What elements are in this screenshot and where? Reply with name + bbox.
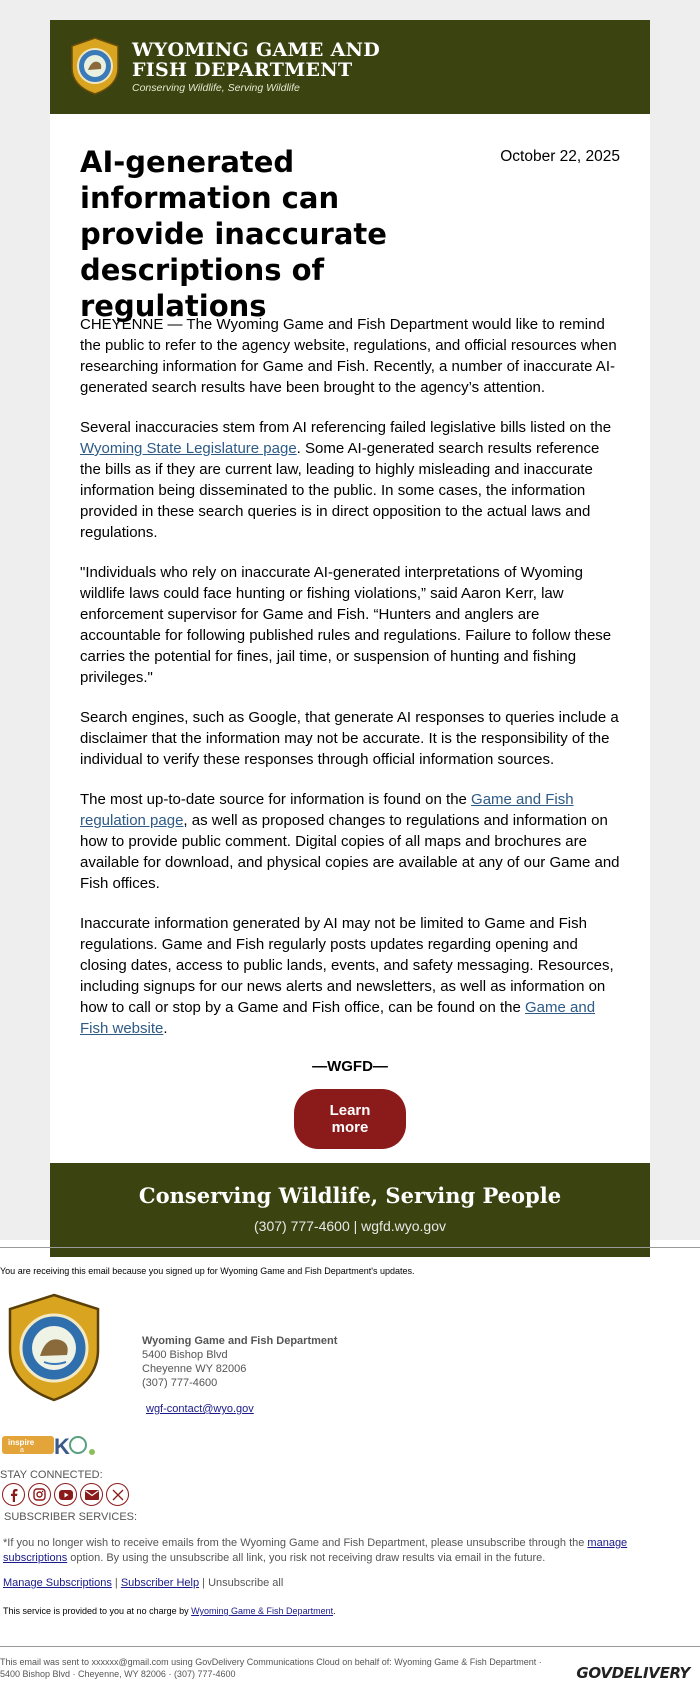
article-title: AI-generated information can provide inaccurate descriptions of regulations	[80, 145, 387, 323]
org-name: Wyoming Game and Fish Department	[142, 1335, 338, 1347]
subscription-notice: You are receiving this email because you signed up for Wyoming Game and Fish Department's updates.	[0, 1266, 415, 1276]
legislature-link[interactable]: Wyoming State Legislature page	[80, 440, 297, 457]
paragraph-2	[80, 417, 620, 543]
divider	[0, 1247, 700, 1248]
article-content	[50, 114, 650, 1163]
govdelivery-logo[interactable]: GOVDELIVERY	[576, 1664, 690, 1682]
wgfd-service-link[interactable]: Wyoming Game & Fish Department	[191, 1606, 334, 1616]
service-text-a: This service is provided to you at no charge by	[3, 1606, 192, 1616]
address-street: 5400 Bishop Blvd	[142, 1349, 228, 1361]
sent-to-note: This email was sent to xxxxxx@gmail.com using GovDelivery Communications Cloud on behalf of: Wyoming Game & Fish Department · 5400 Bishop Blvd · Cheyenne, WY 82006 · (307) 777-4600	[0, 1657, 542, 1679]
address-city: Cheyenne WY 82006	[142, 1363, 247, 1375]
unsubscribe-text-b: option. By using the unsubscribe all link, you risk not receiving draw results via email in the future.	[67, 1552, 546, 1564]
facebook-icon[interactable]	[2, 1483, 25, 1506]
svg-text:a: a	[20, 1447, 24, 1454]
header-title-line2: FISH DEPARTMENT	[132, 59, 353, 81]
header-title	[132, 40, 380, 80]
subscriber-help-link[interactable]: Subscriber Help	[120, 1577, 200, 1589]
stay-connected-label: STAY CONNECTED:	[0, 1469, 103, 1481]
svg-text:K: K	[54, 1434, 70, 1459]
manage-subscriptions-link[interactable]: Manage Subscriptions	[3, 1577, 112, 1589]
link-separator-1: |	[111, 1577, 121, 1589]
button-wrap	[80, 1089, 620, 1149]
header-title-line1: WYOMING GAME AND	[132, 39, 381, 61]
contact-email-link[interactable]: wgf-contact@wyo.gov	[146, 1403, 254, 1415]
x-icon[interactable]	[106, 1483, 129, 1506]
paragraph-5-text-a: The most up-to-date source for information is found on the	[80, 791, 472, 808]
footer-band	[50, 1163, 650, 1257]
link-separator-2: |	[199, 1577, 209, 1589]
social-icons	[2, 1483, 129, 1506]
paragraph-2-text-b: . Some AI-generated search results reference the bills as if they are current law, leading to highly misleading and inaccurate information being disseminated to the public. In some cases, the information provided in these search queries is in direct opposition to the actual laws and regulations.	[80, 440, 600, 541]
paragraph-3: "Individuals who rely on inaccurate AI-generated interpretations of Wyoming wildlife laws could face hunting or fishing violations,” said Aaron Kerr, law enforcement supervisor for Game and Fish. “Hunters and anglers are accountable for following published rules and regulations. Failure to follow these carries the potential for fines, jail time, or suspension of hunting and fishing privileges."	[80, 564, 612, 686]
unsubscribe-all-link[interactable]: Unsubscribe all	[208, 1577, 284, 1589]
email-body	[50, 20, 650, 1257]
header-banner	[50, 20, 650, 114]
article-header	[80, 144, 620, 323]
website-link[interactable]: Game and Fish website	[80, 999, 596, 1037]
youtube-icon[interactable]	[54, 1483, 77, 1506]
header-tagline: Conserving Wildlife, Serving Wildlife	[132, 82, 300, 94]
paragraph-2-text-a: Several inaccuracies stem from AI referencing failed legislative bills listed on the	[80, 419, 612, 436]
paragraph-5	[80, 789, 620, 894]
learn-more-button[interactable]: Learn more	[294, 1089, 406, 1149]
service-text-b: .	[333, 1606, 336, 1616]
svg-text:inspire: inspire	[8, 1438, 35, 1447]
paragraph-6-text-b: .	[163, 1020, 168, 1037]
paragraph-6-text-a: Inaccurate information generated by AI may not be limited to Game and Fish regulations. Game and Fish regularly posts updates regarding opening and closing dates, access to public lands, events, and safety messaging. Resources, including signups for our news alerts and newsletters, as well as information on how to call or stop by a Game and Fish office, can be found on the	[80, 915, 614, 1016]
subscriber-services-label: SUBSCRIBER SERVICES:	[4, 1511, 138, 1523]
manage-subscriptions-inline-link[interactable]: manage subscriptions	[3, 1537, 628, 1564]
paragraph-5-text-b: , as well as proposed changes to regulations and information on how to provide public comment. Digital copies of all maps and brochures are available for download, and physical copies are available at any of our Game and Fish offices.	[80, 812, 620, 892]
paragraph-1: CHEYENNE — The Wyoming Game and Fish Department would like to remind the public to refer to the agency website, regulations, and official resources when researching information for Game and Fish. Recently, a number of inaccurate AI-generated search results have been brought to the agency’s attention.	[80, 316, 617, 396]
service-notice	[3, 1606, 336, 1616]
subscription-links	[3, 1577, 283, 1589]
instagram-icon[interactable]	[28, 1483, 51, 1506]
paragraph-4: Search engines, such as Google, that generate AI responses to queries include a disclaimer that the information may not be accurate. It is the responsibility of the individual to verify these responses through official information sources.	[80, 709, 619, 768]
email-icon[interactable]	[80, 1483, 103, 1506]
footer-slogan: Conserving Wildlife, Serving People	[138, 1183, 562, 1208]
divider-bottom	[0, 1646, 700, 1647]
signature: —WGFD—	[312, 1058, 388, 1075]
inspire-a-kid-logo[interactable]	[2, 1430, 102, 1460]
footer-contact: (307) 777-4600 | wgfd.wyo.gov	[254, 1218, 446, 1234]
regulation-page-link[interactable]: Game and Fish regulation page	[80, 791, 574, 829]
wgfd-seal-large-icon	[4, 1292, 104, 1404]
unsubscribe-notice	[3, 1536, 693, 1566]
article-date: October 22, 2025	[500, 148, 620, 165]
address-phone: (307) 777-4600	[142, 1377, 218, 1389]
wgfd-seal-icon	[68, 36, 122, 96]
unsubscribe-text-a: *If you no longer wish to receive emails from the Wyoming Game and Fish Department, please unsubscribe through the	[3, 1537, 588, 1549]
address-block	[142, 1334, 337, 1390]
paragraph-6	[80, 913, 620, 1039]
